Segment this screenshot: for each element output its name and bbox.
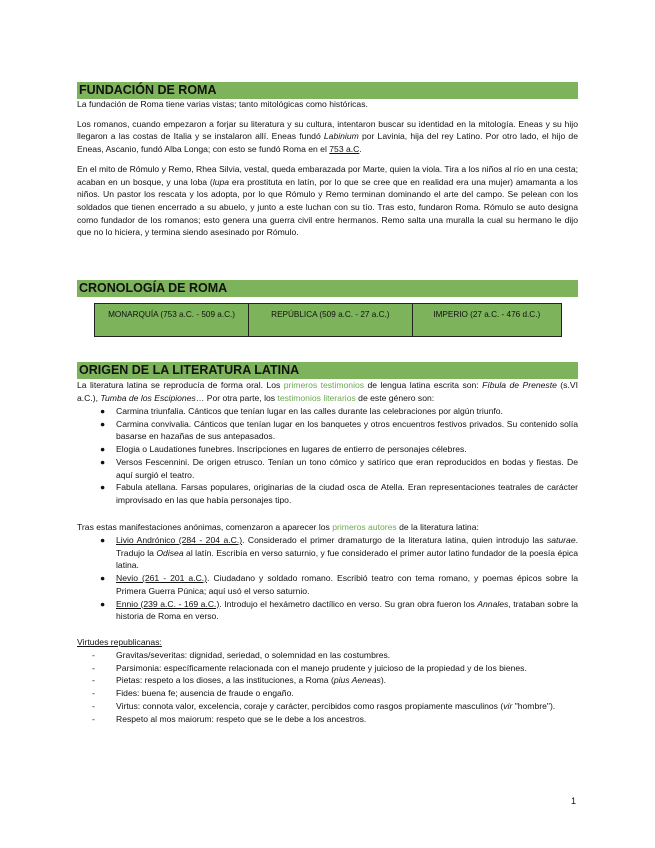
text-span: . Introdujo el hexámetro dactílico en verso. Su gran obra fueron los [219, 598, 478, 609]
text-span: En el mito de Rómulo y Remo, Rhea Silvia, vestal, queda embarazada por Marte, quien la viola. Tira a los niños al río en una cesta; acaban en un bosque, y una loba ( [77, 163, 578, 187]
page-number: 1 [571, 796, 577, 806]
dash-icon: - [92, 688, 95, 699]
list-item [92, 662, 578, 675]
list-item [100, 572, 578, 597]
text-span: "hombre"). [512, 700, 556, 711]
italic-term: Tumba de los Escipiones [100, 392, 196, 403]
italic-term: saturae [546, 535, 576, 545]
dash-icon: - [92, 650, 95, 660]
list-item [100, 481, 578, 506]
origen-intro [77, 379, 578, 404]
text-span: de lengua latina escrita son: [364, 380, 483, 390]
paragraph: La fundación de Roma tiene varias vistas; tanto mitológicas como históricas. [77, 99, 368, 109]
text-span: . [359, 144, 362, 155]
cell-monarquia: MONARQUÍA (753 a.C. - 509 a.C.) [95, 304, 249, 337]
text-span: por Lavinia, hija del rey Latino. Por otro lado, el hijo de Eneas, Ascanio, fundó Alba Longa; con esto se fundó Roma en el [77, 131, 578, 155]
bullet-icon: ● [100, 535, 106, 545]
author-name: Ennio (239 a.C. - 169 a.C.) [116, 598, 220, 609]
list-item [92, 700, 578, 713]
bullet-icon: ● [100, 482, 106, 493]
list-item [100, 418, 578, 443]
text-span: de este género son: [355, 392, 435, 403]
highlight-term: testimonios literarios [277, 392, 356, 403]
text-span: (s.VI a.C.), [77, 380, 578, 403]
list-item-text: Fides: buena fe; ausencia de fraude o engaño. [116, 688, 294, 699]
list-item [100, 456, 578, 481]
chronology-table [94, 303, 562, 337]
list-item-text: Fabula atellana. Farsas populares, originarias de la ciudad osca de Atella. Eran representaciones teatrales de carácter improvisado en las que había personajes tipo. [116, 482, 578, 505]
highlight-term: primeros autores [332, 522, 397, 532]
autores-list [100, 534, 578, 623]
list-item-text: Versos Fescennini. De origen etrusco. Tenían un tono cómico y satírico que eran reproducidos en bodas y fiestas. De aquí surgió el teatro. [116, 456, 578, 480]
cell-imperio: IMPERIO (27 a.C. - 476 d.C.) [412, 304, 561, 337]
text-span: ). [380, 675, 387, 686]
text-span: . Considerado el primer dramaturgo de la literatura latina, quien introdujo las [242, 535, 547, 545]
text-span: Los romanos, cuando empezaron a forjar su literatura y su cultura, intentaron buscar su identidad en la mitología. Eneas y su hijo llegaron a las costas de Italia y se instalaron allí. Eneas fundó [77, 118, 578, 142]
virtudes-list [92, 649, 578, 725]
bullet-icon: ● [100, 418, 106, 429]
underlined-date: 753 a.C [329, 144, 360, 155]
italic-term: pius Aeneas [333, 675, 381, 686]
list-item [100, 598, 578, 623]
list-item [100, 405, 578, 418]
list-item-text: Carmina triunfalia. Cánticos que tenían lugar en las calles durante las celebraciones por algún triunfo. [116, 406, 503, 416]
table-row [95, 304, 562, 337]
paragraph [77, 163, 578, 239]
italic-term: lupa [212, 176, 230, 187]
italic-term: vir [503, 700, 513, 711]
list-item-text: Virtus: connota valor, excelencia, coraje y carácter, percibidos como rasgos propiamente masculinos ( [116, 700, 504, 711]
section-heading-origen: ORIGEN DE LA LITERATURA LATINA [77, 362, 578, 379]
bullet-icon: ● [100, 573, 106, 584]
author-name: Nevio (261 - 201 a.C.) [116, 573, 208, 584]
list-item [92, 649, 578, 662]
italic-term: Odisea [156, 547, 184, 558]
bullet-icon: ● [100, 456, 106, 467]
text-span: de la literatura latina: [396, 522, 479, 532]
virtudes-heading: Virtudes republicanas: [77, 637, 162, 647]
dash-icon: - [92, 713, 95, 724]
fundacion-text [77, 98, 578, 239]
dash-icon: - [92, 700, 95, 711]
section-heading-fundacion: FUNDACIÓN DE ROMA [77, 82, 578, 99]
text-span: al latín. Escribía en verso saturnio, y fue considerado el primer autor latino fundador de la poesía épica latina. [116, 547, 578, 571]
list-item [100, 443, 578, 456]
bullet-icon: ● [100, 598, 106, 609]
list-item-text: Carmina convivalia. Cánticos que tenían lugar en los banquetes y otros encuentros festivos privados. Su contenido solía basarse en hazañas de sus antepasados. [116, 418, 578, 442]
author-name: Livio Andrónico (284 - 204 a.C.) [116, 535, 243, 545]
text-span: , trataban sobre la historia de Roma en verso. [116, 598, 578, 622]
text-span: . Ciudadano y soldado romano. Escribió teatro con tema romano, y poemas épicos sobre la Primera Guerra Púnica; aquí usó el verso saturnio. [116, 573, 578, 596]
section-heading-cronologia: CRONOLOGÍA DE ROMA [77, 280, 578, 297]
text-span: era prostituta en latín, por lo que se cree que en realidad era una mujer) amamanta a los niños. Un pastor los rescata y los adopta, por lo que Rómulo y Remo terminan dominando el arte del campo. Se pelean con los soldados que tienen encerrado a su abuelo, y junto a este luchan con su tío. Tras esto, fundaron Roma. Rómulo se auto designa como fundador de los romanos; esto genera una guerra civil entre hermanos. Remo salta una muralla la cual su hermano le dijo que no lo hiciera, y termina siendo asesinado por Rómulo. [77, 176, 578, 238]
bullet-icon: ● [100, 406, 106, 416]
text-span: La literatura latina se reproducía de forma oral. Los [77, 380, 284, 390]
dash-icon: - [92, 675, 95, 686]
italic-term: Labinium [323, 131, 359, 142]
highlight-term: primeros testimonios [283, 380, 365, 390]
list-item-text: Pietas: respeto a los dioses, a las instituciones, a Roma ( [116, 675, 334, 686]
italic-term: Fíbula de Preneste [482, 380, 557, 390]
testimonios-list [100, 405, 578, 507]
list-item [92, 687, 578, 700]
list-item [100, 534, 578, 572]
dash-icon: - [92, 662, 95, 673]
text-span: . Tradujo la [116, 535, 578, 558]
list-item [92, 674, 578, 687]
bullet-icon: ● [100, 444, 106, 455]
list-item-text: Gravitas/severitas: dignidad, seriedad, o solemnidad en las costumbres. [116, 650, 391, 660]
list-item [92, 713, 578, 726]
text-span: … Por otra parte, los [195, 392, 278, 403]
list-item-text: Parsimonia: específicamente relacionada con el manejo prudente y juicioso de la propiedad y de los bienes. [116, 662, 527, 673]
list-item-text: Respeto al mos maiorum: respeto que se le debe a los ancestros. [116, 713, 367, 724]
paragraph [77, 118, 578, 156]
cell-republica: REPÚBLICA (509 a.C. - 27 a.C.) [249, 304, 412, 337]
list-item-text: Elogia o Laudationes funebres. Inscripciones en lugares de entierro de personajes célebres. [116, 444, 467, 455]
autores-intro [77, 521, 578, 534]
italic-term: Annales [477, 598, 509, 609]
text-span: Tras estas manifestaciones anónimas, comenzaron a aparecer los [77, 522, 333, 532]
